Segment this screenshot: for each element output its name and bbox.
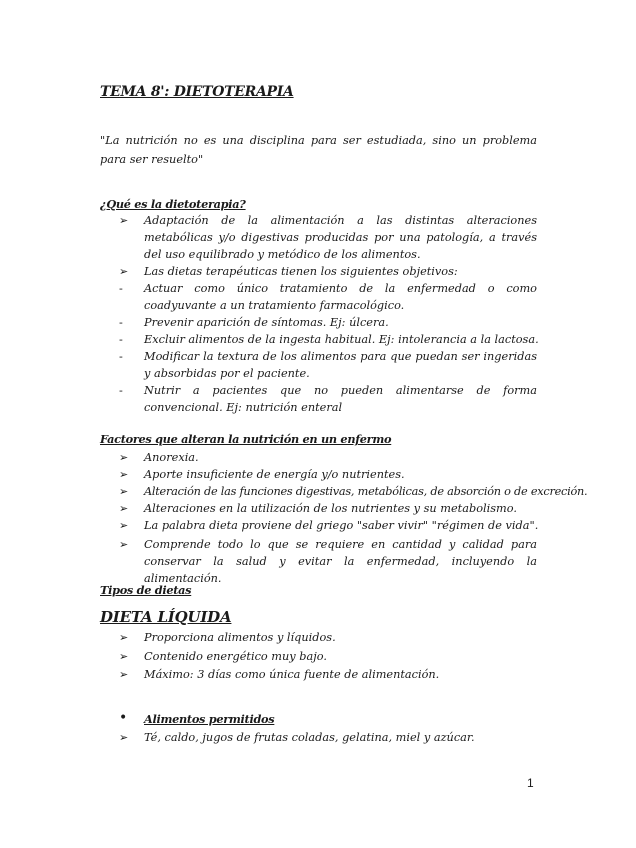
- dash-bullet: -: [119, 350, 123, 363]
- list-item: [119, 629, 537, 646]
- bullet-dot-icon: •: [119, 710, 128, 726]
- list-item-text: Modificar la textura de los alimentos para que puedan ser ingeridas y absorbidas por el paciente.: [144, 350, 537, 380]
- list-item: [119, 483, 588, 500]
- list-item-text: Prevenir aparición de síntomas. Ej: úlcera.: [144, 316, 389, 329]
- list-item-text: Comprende todo lo que se requiere en cantidad y calidad para conservar la salud y evitar la enfermedad, incluyendo la alimentación.: [144, 538, 537, 585]
- list-item-text: Anorexia.: [144, 451, 199, 464]
- list-item-text: Nutrir a pacientes que no pueden alimentarse de forma convencional. Ej: nutrición enteral: [144, 384, 537, 414]
- list-item-text: Máximo: 3 días como única fuente de alimentación.: [144, 668, 440, 681]
- allowed-foods-heading-text: Alimentos permitidos: [144, 712, 275, 726]
- list-item-text: Proporciona alimentos y líquidos.: [144, 631, 336, 644]
- arrow-bullet-icon: ➢: [119, 538, 129, 551]
- list-item-text: Las dietas terapéuticas tienen los siguientes objetivos:: [144, 265, 458, 278]
- dash-bullet: -: [119, 384, 123, 397]
- list-item-text: Té, caldo, jugos de frutas coladas, gelatina, miel y azúcar.: [144, 731, 475, 744]
- arrow-bullet-icon: ➢: [119, 668, 129, 681]
- arrow-bullet-icon: ➢: [119, 485, 128, 498]
- list-item-text: Alteración de las funciones digestivas, metabólicas, de absorción o de excreción.: [144, 485, 588, 498]
- arrow-bullet-icon: ➢: [119, 451, 129, 464]
- arrow-bullet-icon: ➢: [119, 519, 129, 532]
- list-item-text: Alteraciones en la utilización de los nutrientes y su metabolismo.: [144, 502, 517, 515]
- list-item: [119, 536, 537, 587]
- list-item: [119, 263, 537, 280]
- list-item: [119, 648, 537, 665]
- list-item: [119, 729, 537, 746]
- list-item: [119, 382, 537, 416]
- arrow-bullet-icon: ➢: [119, 502, 129, 515]
- list-item-text: Contenido energético muy bajo.: [144, 650, 327, 663]
- page-number: 1: [527, 776, 534, 790]
- subheading-dieta-liquida: DIETA LÍQUIDA: [100, 608, 232, 626]
- list-item-text: Adaptación de la alimentación a las distintas alteraciones metabólicas y/o digestivas producidas por una patología, a través del uso equilibrado y metódico de los alimentos.: [144, 214, 537, 261]
- opening-quote: "La nutrición no es una disciplina para ser estudiada, sino un problema para ser resuelto": [100, 134, 537, 166]
- list-item-text: Excluir alimentos de la ingesta habitual. Ej: intolerancia a la lactosa.: [144, 333, 539, 346]
- arrow-bullet-icon: ➢: [119, 265, 129, 278]
- list-item: [119, 280, 537, 314]
- arrow-bullet-icon: ➢: [119, 631, 129, 644]
- list-item: [119, 517, 537, 534]
- list-item-text: Actuar como único tratamiento de la enfermedad o como coadyuvante a un tratamiento farmacológico.: [144, 282, 537, 312]
- document-title: TEMA 8': DIETOTERAPIA: [100, 84, 294, 100]
- arrow-bullet-icon: ➢: [119, 650, 129, 663]
- list-item: [119, 466, 537, 483]
- dash-bullet: -: [119, 282, 123, 295]
- dash-bullet: -: [119, 316, 123, 329]
- arrow-bullet-icon: ➢: [119, 468, 129, 481]
- list-item-text: Aporte insuficiente de energía y/o nutrientes.: [144, 468, 405, 481]
- list-item: [119, 666, 537, 683]
- arrow-bullet-icon: ➢: [119, 214, 129, 227]
- list-item: [119, 314, 537, 331]
- list-item: [119, 331, 537, 348]
- list-item-text: La palabra dieta proviene del griego "saber vivir" "régimen de vida".: [144, 519, 539, 532]
- dash-bullet: -: [119, 333, 123, 346]
- list-item: [119, 449, 537, 466]
- section-heading-factores: Factores que alteran la nutrición en un enfermo: [100, 432, 392, 446]
- list-item: [119, 500, 537, 517]
- list-item: [119, 348, 537, 382]
- allowed-foods-heading: [119, 711, 537, 728]
- list-item: [119, 212, 537, 263]
- section-heading-dietoterapia: ¿Qué es la dietoterapia?: [100, 197, 246, 211]
- arrow-bullet-icon: ➢: [119, 731, 129, 744]
- section-heading-tipos: Tipos de dietas: [100, 583, 192, 597]
